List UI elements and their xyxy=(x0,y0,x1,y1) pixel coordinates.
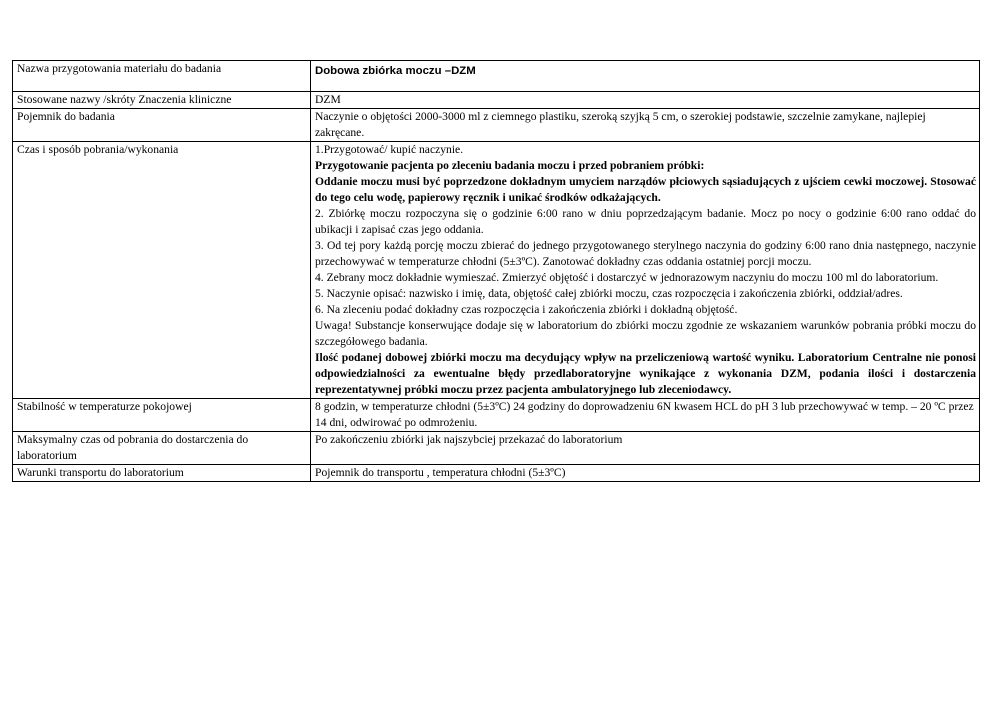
label-transport: Warunki transportu do laboratorium xyxy=(13,465,311,482)
label-max-time: Maksymalny czas od pobrania do dostarczenia do laboratorium xyxy=(13,432,311,465)
procedure-title: Dobowa zbiórka moczu –DZM xyxy=(315,65,476,77)
table-row-procedure xyxy=(13,142,980,399)
label-procedure: Czas i sposób pobrania/wykonania xyxy=(13,142,311,399)
table-row-stability xyxy=(13,399,980,432)
procedure-step-5: 5. Naczynie opisać: nazwisko i imię, data, objętość całej zbiórki moczu, czas rozpoczęcia i zakończenia zbiórki, oddział/adres. xyxy=(315,287,903,300)
value-container: Naczynie o objętości 2000-3000 ml z ciemnego plastiku, szeroką szyjką 5 cm, o szerokiej podstawie, szczelnie zamykane, najlepiej zakręcane. xyxy=(311,109,980,142)
patient-prep-heading: Przygotowanie pacjenta po zleceniu badania moczu i przed pobraniem próbki: xyxy=(315,159,705,172)
value-name xyxy=(311,61,980,92)
label-abbrev: Stosowane nazwy /skróty Znaczenia kliniczne xyxy=(13,92,311,109)
specimen-info-table xyxy=(12,60,980,482)
label-container: Pojemnik do badania xyxy=(13,109,311,142)
procedure-step-3: 3. Od tej pory każdą porcję moczu zbierać do jednego przygotowanego sterylnego naczynia do godziny 6:00 rano dnia następnego, naczynie przechowywać w temperaturze chłodni (5±3ºC). Zanotować dokładny czas oddania ostatniej porcji moczu. xyxy=(315,239,976,268)
table-row-abbrev xyxy=(13,92,980,109)
procedure-step-1: 1.Przygotować/ kupić naczynie. xyxy=(315,143,464,156)
label-stability: Stabilność w temperaturze pokojowej xyxy=(13,399,311,432)
value-transport: Pojemnik do transportu , temperatura chłodni (5±3ºC) xyxy=(311,465,980,482)
responsibility-note: Ilość podanej dobowej zbiórki moczu ma decydujący wpływ na przeliczeniową wartość wyniku. Laboratorium Centralne nie ponosi odpowiedzialności za ewentualne błędy przedlaboratoryjne wynikające z wykonania DZM, podania ilości i dostarczenia reprezentatywnej próbki moczu przez pacjenta ambulatoryjnego lub zleceniodawcy. xyxy=(315,351,976,396)
table-row-transport xyxy=(13,465,980,482)
value-procedure xyxy=(311,142,980,399)
preservative-note: Uwaga! Substancje konserwujące dodaje się w laboratorium do zbiórki moczu zgodnie ze wskazaniem warunków pobrania próbki moczu do szczegółowego badania. xyxy=(315,319,976,348)
table-row-name xyxy=(13,61,980,92)
procedure-step-2: 2. Zbiórkę moczu rozpoczyna się o godzinie 6:00 rano w dniu poprzedzającym badanie. Mocz po nocy o godzinie 6:00 rano oddać do ubikacji i zapisać czas jego oddania. xyxy=(315,207,976,236)
table-row-max-time xyxy=(13,432,980,465)
label-name: Nazwa przygotowania materiału do badania xyxy=(13,61,311,92)
value-stability: 8 godzin, w temperaturze chłodni (5±3ºC) 24 godziny do doprowadzeniu 6N kwasem HCL do pH 3 lub przechowywać w temp. – 20 ºC przez 14 dni, odwirować po odmrożeniu. xyxy=(311,399,980,432)
procedure-step-6: 6. Na zleceniu podać dokładny czas rozpoczęcia i zakończenia zbiórki i dokładną objętość. xyxy=(315,303,738,316)
procedure-step-4: 4. Zebrany mocz dokładnie wymieszać. Zmierzyć objętość i dostarczyć w jednorazowym naczyniu do moczu 100 ml do laboratorium. xyxy=(315,271,939,284)
table-row-container xyxy=(13,109,980,142)
value-abbrev: DZM xyxy=(311,92,980,109)
hygiene-instruction: Oddanie moczu musi być poprzedzone dokładnym umyciem narządów płciowych sąsiadujących z ujściem cewki moczowej. Stosować do tego celu wodę, papierowy ręcznik i unikać środków odkażających. xyxy=(315,175,976,204)
value-max-time: Po zakończeniu zbiórki jak najszybciej przekazać do laboratorium xyxy=(311,432,980,465)
